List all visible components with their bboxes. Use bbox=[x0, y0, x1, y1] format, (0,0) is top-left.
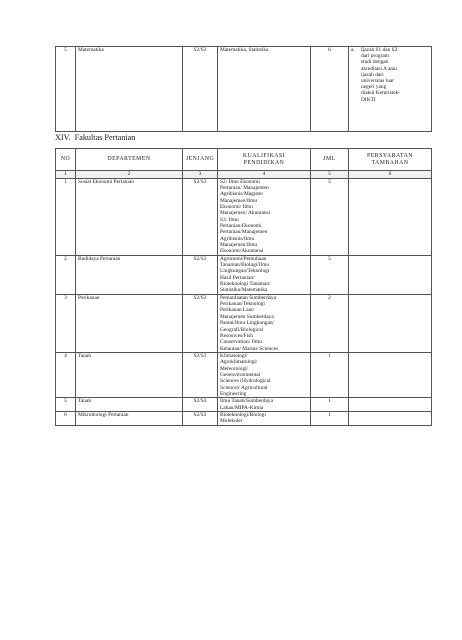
qualification-line: Geografi/Biological bbox=[220, 326, 264, 333]
header-jml: JML bbox=[311, 149, 349, 171]
column-number-row bbox=[56, 171, 432, 179]
qualification-line: Statistika/Matematika bbox=[220, 287, 268, 294]
cell-no: 6 bbox=[56, 411, 76, 425]
cell-no: 1 bbox=[56, 178, 76, 255]
cell-kualifikasi bbox=[218, 294, 311, 352]
cell-jenjang: S2/S3 bbox=[183, 352, 218, 397]
qualification-line: Pemanfaatan Sumberdaya bbox=[220, 294, 277, 301]
qualification-line: Pantai/Ilmu Lingkungan/ bbox=[220, 320, 275, 327]
continued-table bbox=[55, 46, 432, 132]
qualification-line: Pertanian/Manajemen bbox=[220, 229, 268, 236]
qualification-line: Agroklimatologi/ bbox=[220, 359, 258, 366]
section-number: XIV. bbox=[55, 133, 71, 142]
cell-jml: 1 bbox=[311, 411, 349, 425]
cell-no: 4 bbox=[56, 352, 76, 397]
table-row bbox=[56, 398, 432, 412]
section-title: Fakultas Pertanian bbox=[74, 133, 136, 142]
req-line: studi dengan bbox=[361, 59, 389, 66]
qualification-line: Molekuler bbox=[220, 418, 243, 425]
cell-jml: 2 bbox=[311, 294, 349, 352]
header-jenjang: JENJANG bbox=[183, 149, 218, 171]
cell-persyaratan bbox=[349, 47, 432, 132]
req-line: Ijazah S1 dan S2 bbox=[361, 47, 398, 53]
cell-departemen: Tanah bbox=[76, 352, 183, 397]
table-row bbox=[56, 352, 432, 397]
column-number: 3 bbox=[183, 171, 218, 179]
cell-departemen: Sosial Ekonomi Pertanian bbox=[76, 178, 183, 255]
qualification-line: Conservation/ Ilmu bbox=[220, 339, 262, 346]
req-line: akreditasi A atau bbox=[361, 65, 397, 72]
cell-persyaratan bbox=[349, 178, 432, 255]
qualification-line: Geoenvironmental bbox=[220, 371, 261, 378]
cell-kualifikasi bbox=[218, 398, 311, 412]
qualification-line: Lingkungan/Teknologi bbox=[220, 268, 270, 275]
cell-departemen: Matematika bbox=[76, 47, 183, 132]
cell-jenjang: S2/S3 bbox=[183, 411, 218, 425]
cell-jml: 1 bbox=[311, 398, 349, 412]
qualification-line: Perikanan Laut/ bbox=[220, 307, 255, 314]
cell-departemen: Mikrobiologi Pertanian bbox=[76, 411, 183, 425]
column-number: 6 bbox=[349, 171, 432, 179]
cell-jenjang: S2/S3 bbox=[183, 178, 218, 255]
cell-persyaratan bbox=[349, 411, 432, 425]
cell-no: 5 bbox=[56, 47, 76, 132]
qualification-line: Ekonomi/ Ilmu bbox=[220, 203, 253, 210]
faculty-table bbox=[55, 148, 432, 426]
qualification-line: Resources/Fish bbox=[220, 332, 253, 339]
column-number: 2 bbox=[76, 171, 183, 179]
cell-kualifikasi bbox=[218, 352, 311, 397]
req-line: negeri yang bbox=[361, 84, 387, 91]
qualification-line: Manajemen/ Akuntansi bbox=[220, 210, 271, 217]
qualification-line: Bioteknologi/Biologi bbox=[220, 411, 266, 418]
cell-departemen: Tanah bbox=[76, 398, 183, 412]
qualification-line: Kelautan/ Marine Sciences bbox=[220, 345, 279, 352]
qualification-line: Ekonomi/Akuntansi bbox=[220, 248, 264, 255]
qualification-line: Ilmu Tanah/Sumberdaya bbox=[220, 398, 273, 405]
column-number: 5 bbox=[311, 171, 349, 179]
qualification-line: Pertanian/ Manajemen bbox=[220, 184, 269, 191]
cell-jml: 5 bbox=[311, 255, 349, 294]
section-heading bbox=[55, 133, 135, 143]
cell-no: 5 bbox=[56, 398, 76, 412]
qualification-line: Lahan/MIPA-Kimia bbox=[220, 404, 264, 411]
cell-jml: 1 bbox=[311, 352, 349, 397]
req-line: ijazah dari bbox=[361, 71, 384, 78]
qualification-line: Hasil Pertanian/ bbox=[220, 274, 255, 281]
cell-jenjang: S2/S3 bbox=[183, 255, 218, 294]
cell-no: 3 bbox=[56, 294, 76, 352]
cell-jml: 5 bbox=[311, 178, 349, 255]
table-row bbox=[56, 178, 432, 255]
qualification-line: Tanaman/Biologi/Ilmu bbox=[220, 262, 270, 269]
cell-no: 2 bbox=[56, 255, 76, 294]
table-header-row bbox=[56, 149, 432, 171]
list-marker: a. bbox=[351, 47, 355, 53]
header-kualifikasi: KUALIFIKASI PENDIDIKAN bbox=[218, 149, 311, 171]
qualification-line: Science)/ Agricultural bbox=[220, 384, 268, 391]
cell-departemen: Perikanan bbox=[76, 294, 183, 352]
qualification-line: Pertanian/Ekonomi bbox=[220, 223, 262, 229]
qualification-line: Manajemen Sumberdaya bbox=[220, 313, 274, 320]
table-body bbox=[56, 178, 432, 425]
cell-persyaratan bbox=[349, 352, 432, 397]
cell-jenjang: S2/S3 bbox=[183, 398, 218, 412]
cell-kualifikasi bbox=[218, 411, 311, 425]
qualification-line: Klimatologi/ bbox=[220, 352, 248, 359]
header-persyaratan: PERSYARATAN TAMBAHAN bbox=[349, 149, 432, 171]
qualification-line: Perikanan/Teknologi bbox=[220, 301, 265, 308]
req-line: diakui Kemristek- bbox=[361, 90, 401, 97]
cell-kualifikasi bbox=[218, 255, 311, 294]
qualification-line: Manajemen/Ilmu bbox=[220, 197, 258, 204]
cell-jml: 6 bbox=[311, 47, 349, 132]
qualification-line: Engineering bbox=[220, 390, 247, 397]
qualification-line: S2: Ilmu Ekonomi bbox=[220, 178, 260, 185]
cell-departemen: Budidaya Pertanian bbox=[76, 255, 183, 294]
column-number: 4 bbox=[218, 171, 311, 179]
table-row bbox=[56, 411, 432, 425]
qualification-line: Agribisnis/Magister bbox=[220, 191, 264, 198]
header-departemen: DEPARTEMEN bbox=[76, 149, 183, 171]
qualification-line: Meteorologi/ bbox=[220, 365, 249, 372]
table-row bbox=[56, 294, 432, 352]
qualification-line: Manajemen/Ilmu bbox=[220, 242, 258, 249]
header-no: NO bbox=[56, 149, 76, 171]
req-line: DIKTI bbox=[361, 96, 376, 103]
req-line: universitas luar bbox=[361, 78, 395, 85]
cell-persyaratan bbox=[349, 294, 432, 352]
table-row bbox=[56, 255, 432, 294]
qualification-line: Agribisnis/Ilmu bbox=[220, 235, 255, 242]
qualification-line: S3: Ilmu bbox=[220, 216, 239, 223]
qualification-line: Sciences (Hydrological bbox=[220, 378, 271, 385]
cell-jenjang: S2/S3 bbox=[183, 47, 218, 132]
cell-kualifikasi bbox=[218, 178, 311, 255]
cell-persyaratan bbox=[349, 398, 432, 412]
req-line: dari program bbox=[361, 53, 389, 60]
table-row bbox=[56, 47, 432, 132]
cell-jenjang: S2/S3 bbox=[183, 294, 218, 352]
qualification-line: Bioteknologi Tanaman/ bbox=[220, 281, 271, 288]
cell-kualifikasi: Matematika, Statistika bbox=[218, 47, 311, 132]
qualification-line: Agronomi/Pemuliaan bbox=[220, 255, 267, 262]
column-number: 1 bbox=[56, 171, 76, 179]
cell-persyaratan bbox=[349, 255, 432, 294]
